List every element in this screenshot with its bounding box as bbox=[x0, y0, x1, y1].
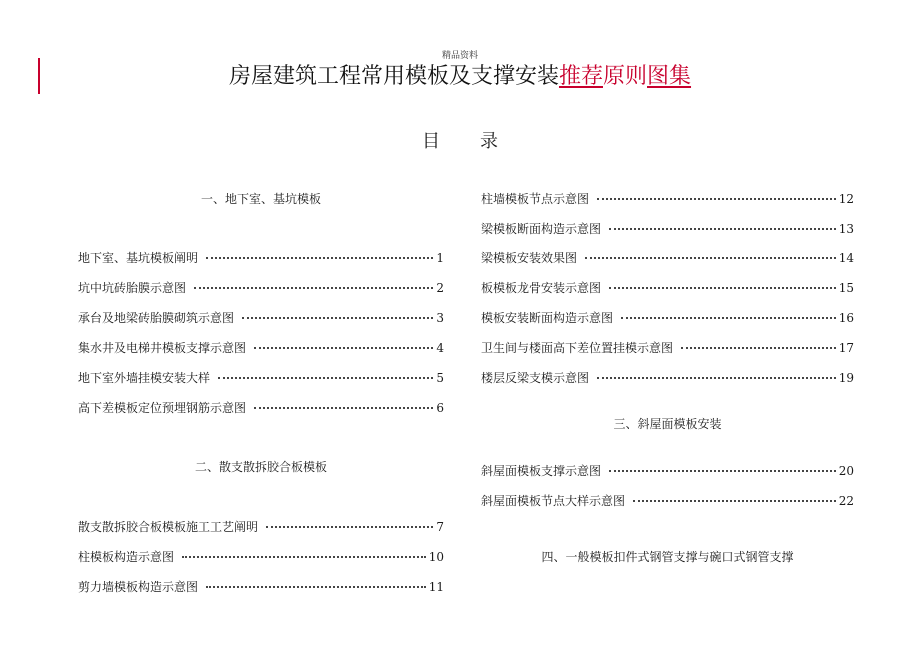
entry-page: 3 bbox=[436, 311, 444, 325]
entry-page: 16 bbox=[838, 311, 854, 325]
entry-title: 坑中坑砖胎膜示意图 bbox=[78, 281, 187, 295]
title-highlight-b: 原则 bbox=[603, 64, 648, 89]
entry-page: 19 bbox=[838, 371, 854, 385]
dot-leader bbox=[597, 197, 836, 200]
entry-page: 6 bbox=[436, 401, 444, 415]
entry-page: 5 bbox=[436, 371, 444, 385]
section-heading-3: 三、斜屋面模板安装 bbox=[613, 417, 722, 431]
title-highlight-a: 推荐 bbox=[558, 64, 603, 89]
entry-title: 卫生间与楼面高下差位置挂模示意图 bbox=[481, 341, 674, 355]
toc-entry[interactable] bbox=[78, 309, 444, 325]
toc-entry[interactable] bbox=[78, 279, 444, 295]
dot-leader bbox=[266, 525, 433, 528]
entry-title: 楼层反梁支模示意图 bbox=[481, 371, 590, 385]
entry-title: 柱墙模板节点示意图 bbox=[481, 192, 590, 206]
dot-leader bbox=[254, 406, 433, 409]
entry-title: 剪力墙模板构造示意图 bbox=[78, 580, 199, 594]
dot-leader bbox=[206, 585, 426, 588]
dot-leader bbox=[609, 469, 836, 472]
toc-entry[interactable] bbox=[481, 249, 854, 265]
toc-entry[interactable] bbox=[481, 462, 854, 478]
dot-leader bbox=[681, 346, 836, 349]
toc-entry[interactable] bbox=[78, 369, 444, 385]
section-heading-1: 一、地下室、基坑模板 bbox=[200, 192, 321, 206]
entry-page: 7 bbox=[436, 520, 444, 534]
dot-leader bbox=[633, 499, 836, 502]
title-highlight-c: 图集 bbox=[647, 64, 692, 89]
toc-entry[interactable] bbox=[78, 339, 444, 355]
entry-page: 15 bbox=[838, 281, 854, 295]
dot-leader bbox=[182, 555, 426, 558]
entry-title: 模板安装断面构造示意图 bbox=[481, 311, 614, 325]
entry-title: 斜屋面模板支撑示意图 bbox=[481, 464, 602, 478]
header-note: 精品资料 bbox=[441, 51, 478, 61]
entry-title: 板模板龙骨安装示意图 bbox=[481, 281, 602, 295]
entry-title: 斜屋面模板节点大样示意图 bbox=[481, 494, 626, 508]
entry-title: 梁模板安装效果图 bbox=[481, 251, 578, 265]
dot-leader bbox=[194, 286, 433, 289]
entry-page: 20 bbox=[838, 464, 854, 478]
entry-title: 柱模板构造示意图 bbox=[78, 550, 175, 564]
toc-entry[interactable] bbox=[481, 220, 854, 236]
toc-entry[interactable] bbox=[78, 249, 444, 265]
toc-entry[interactable] bbox=[481, 339, 854, 355]
toc-entry[interactable] bbox=[481, 190, 854, 206]
section-heading-2: 二、散支散拆胶合板模板 bbox=[194, 460, 327, 474]
entry-page: 22 bbox=[838, 494, 854, 508]
entry-title: 高下差模板定位预埋钢筋示意图 bbox=[78, 401, 247, 415]
section-heading-4: 四、一般模板扣件式钢管支撑与碗口式钢管支撑 bbox=[541, 550, 794, 564]
entry-title: 承台及地梁砖胎膜砌筑示意图 bbox=[78, 311, 235, 325]
dot-leader bbox=[242, 316, 433, 319]
toc-entry[interactable] bbox=[78, 518, 444, 534]
dot-leader bbox=[206, 256, 433, 259]
toc-entry[interactable] bbox=[481, 279, 854, 295]
entry-title: 地下室外墙挂模安装大样 bbox=[78, 371, 211, 385]
entry-page: 10 bbox=[428, 550, 444, 564]
toc-entry[interactable] bbox=[78, 548, 444, 564]
entry-page: 2 bbox=[436, 281, 444, 295]
toc-entry[interactable] bbox=[481, 309, 854, 325]
toc-entry[interactable] bbox=[78, 399, 444, 415]
entry-title: 地下室、基坑模板阐明 bbox=[78, 251, 199, 265]
toc-entry[interactable] bbox=[481, 492, 854, 508]
entry-page: 4 bbox=[436, 341, 444, 355]
entry-page: 11 bbox=[428, 580, 444, 594]
dot-leader bbox=[621, 316, 836, 319]
title-main: 房屋建筑工程常用模板及支撑安装 bbox=[228, 64, 559, 89]
dot-leader bbox=[218, 376, 433, 379]
entry-page: 12 bbox=[838, 192, 854, 206]
entry-page: 17 bbox=[838, 341, 854, 355]
dot-leader bbox=[609, 227, 836, 230]
entry-title: 散支散拆胶合板模板施工工艺阐明 bbox=[78, 520, 259, 534]
dot-leader bbox=[254, 346, 433, 349]
toc-heading: 目录 bbox=[422, 131, 538, 152]
entry-title: 集水井及电梯井模板支撑示意图 bbox=[78, 341, 247, 355]
entry-title: 梁模板断面构造示意图 bbox=[481, 222, 602, 236]
dot-leader bbox=[597, 376, 836, 379]
toc-entry[interactable] bbox=[481, 369, 854, 385]
entry-page: 1 bbox=[436, 251, 444, 265]
toc-entry[interactable] bbox=[78, 578, 444, 594]
document-title bbox=[0, 62, 920, 92]
dot-leader bbox=[585, 256, 836, 259]
dot-leader bbox=[609, 286, 836, 289]
entry-page: 13 bbox=[838, 222, 854, 236]
entry-page: 14 bbox=[838, 251, 854, 265]
